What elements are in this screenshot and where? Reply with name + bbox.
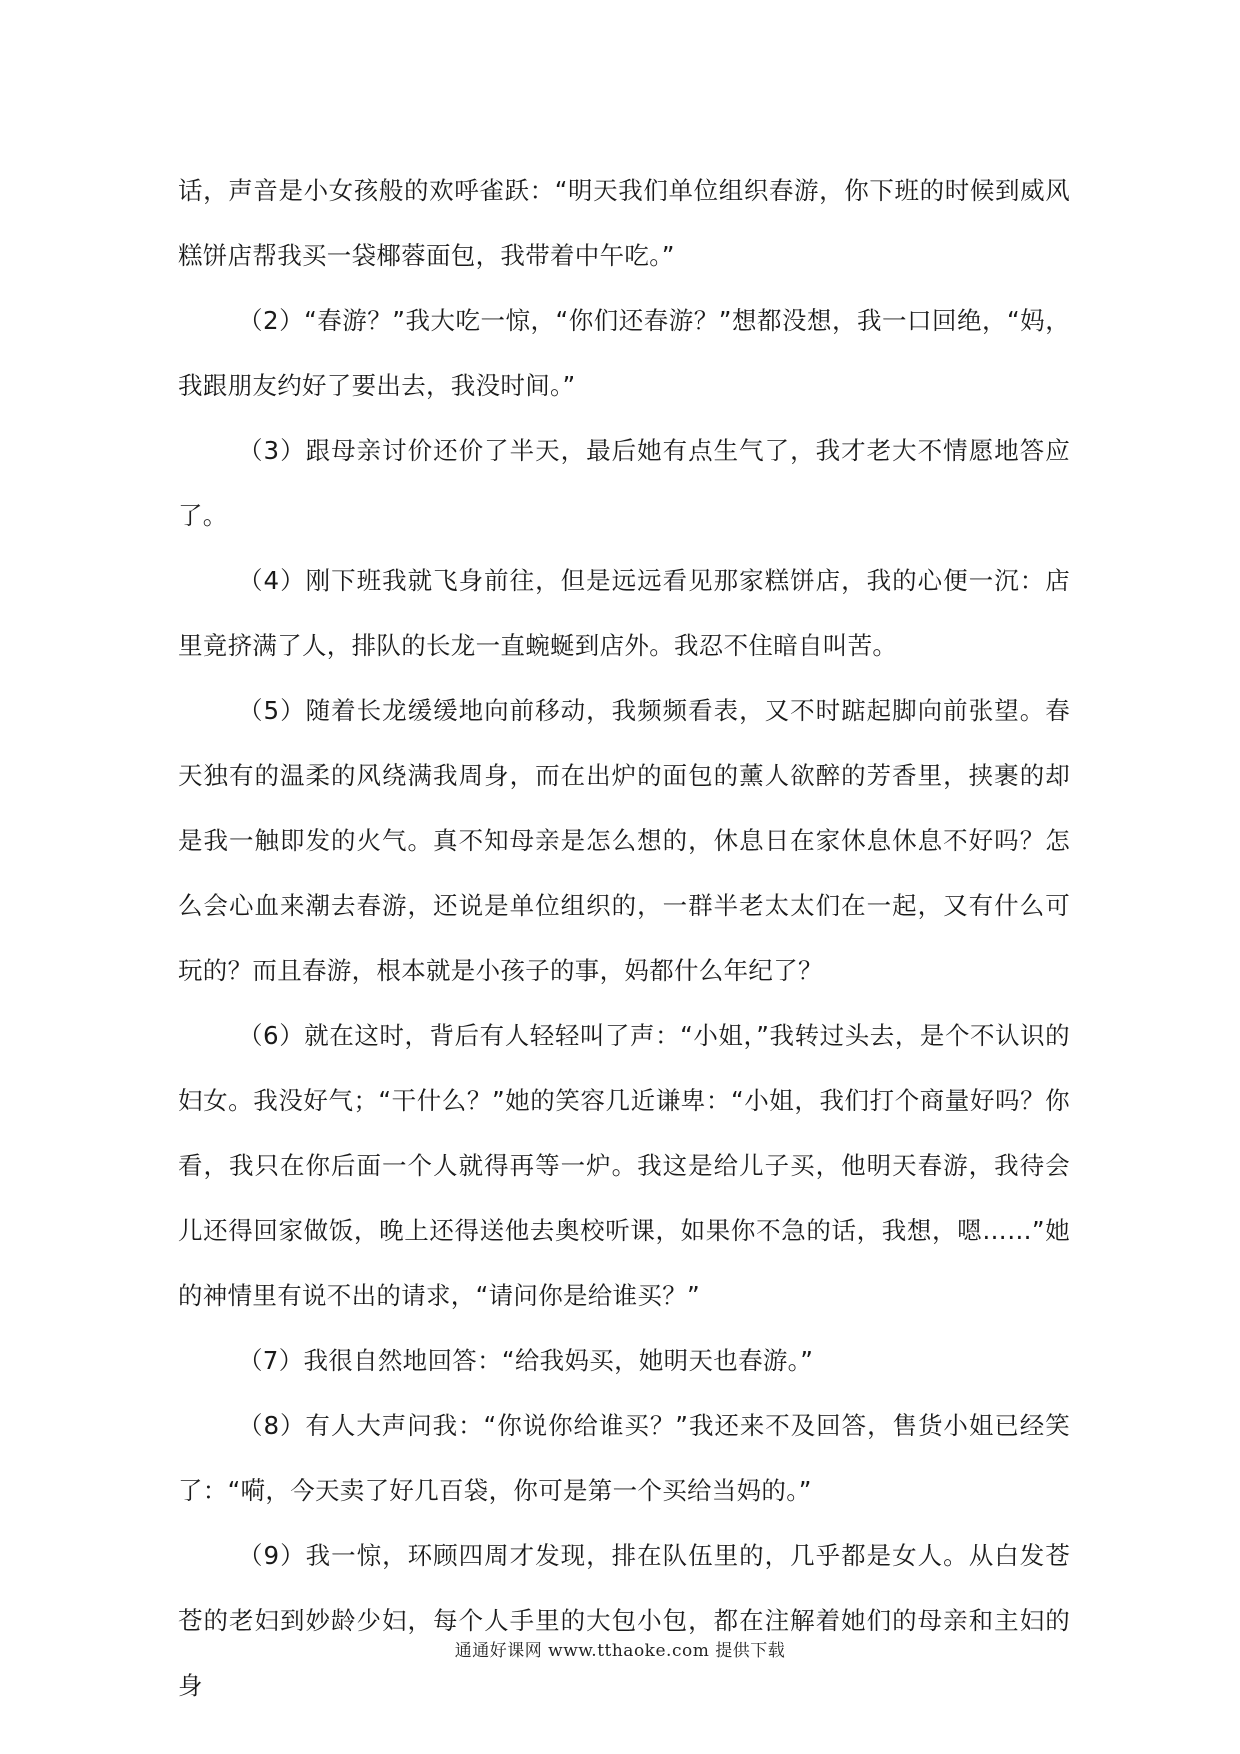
paragraph-continued: 话，声音是小女孩般的欢呼雀跃：“明天我们单位组织春游，你下班的时候到威风糕饼店帮我买一袋椰蓉面包，我带着中午吃。” [178, 176, 1070, 270]
paragraph-4: （4）刚下班我就飞身前往，但是远远看见那家糕饼店，我的心便一沉：店里竟挤满了人，排队的长龙一直蜿蜒到店外。我忍不住暗自叫苦。 [178, 566, 1070, 660]
page-footer: 通通好课网 www.tthaoke.com 提供下载 [454, 1641, 786, 1661]
paragraph-5: （5）随着长龙缓缓地向前移动，我频频看表，又不时踮起脚向前张望。春天独有的温柔的风绕满我周身，而在出炉的面包的薰人欲醉的芳香里，挟裹的却是我一触即发的火气。真不知母亲是怎么想的，休息日在家休息休息不好吗？怎么会心血来潮去春游，还说是单位组织的，一群半老太太们在一起，又有什么可玩的？而且春游，根本就是小孩子的事，妈都什么年纪了？ [178, 696, 1070, 985]
body-text [178, 158, 1070, 1718]
paragraph-6: （6）就在这时，背后有人轻轻叫了声：“小姐，”我转过头去，是个不认识的妇女。我没好气；“干什么？”她的笑容几近谦卑：“小姐，我们打个商量好吗？你看，我只在你后面一个人就得再等一炉。我这是给儿子买，他明天春游，我待会儿还得回家做饭，晚上还得送他去奥校听课，如果你不急的话，我想，嗯……”她的神情里有说不出的请求，“请问你是给谁买？” [178, 1021, 1070, 1310]
paragraph-8: （8）有人大声问我：“你说你给谁买？”我还来不及回答，售货小姐已经笑了：“嗬，今天卖了好几百袋，你可是第一个买给当妈的。” [178, 1411, 1070, 1505]
paragraph-3: （3）跟母亲讨价还价了半天，最后她有点生气了，我才老大不情愿地答应了。 [178, 436, 1070, 530]
paragraph-7: （7）我很自然地回答：“给我妈买，她明天也春游。” [238, 1346, 814, 1375]
paragraph-9: （9）我一惊，环顾四周才发现，排在队伍里的，几乎都是女人。从白发苍苍的老妇到妙龄少妇，每个人手里的大包小包，都在注解着她们的母亲和主妇的身 [178, 1541, 1070, 1700]
paragraph-2: （2）“春游？”我大吃一惊，“你们还春游？”想都没想，我一口回绝，“妈，我跟朋友约好了要出去，我没时间。” [178, 306, 1070, 400]
